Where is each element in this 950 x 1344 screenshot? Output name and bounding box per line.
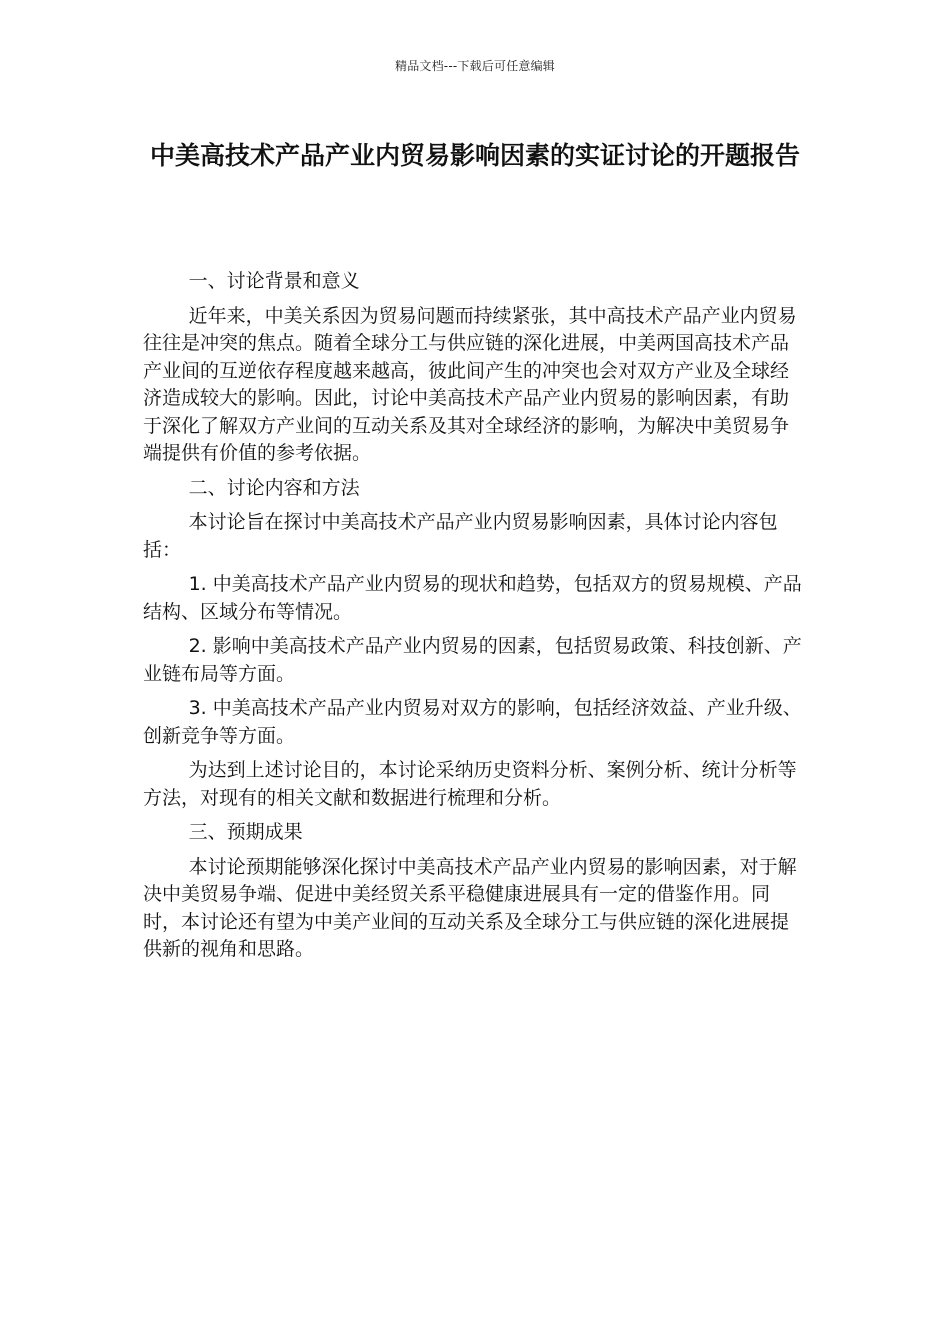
list-item-3: 3. 中美高技术产品产业内贸易对双方的影响，包括经济效益、产业升级、创新竞争等方面。 xyxy=(143,697,802,747)
paragraph-expected-results: 本讨论预期能够深化探讨中美高技术产品产业内贸易的影响因素，对于解决中美贸易争端、促进中美经贸关系平稳健康进展具有一定的借鉴作用。同时，本讨论还有望为中美产业间的互动关系及全球分工与供应链的深化进展提供新的视角和思路。 xyxy=(143,855,797,960)
section-heading-content-method: 二、讨论内容和方法 xyxy=(188,476,360,499)
section-heading-background: 一、讨论背景和意义 xyxy=(188,270,360,292)
list-item-1: 1. 中美高技术产品产业内贸易的现状和趋势，包括双方的贸易规模、产品结构、区域分布等情况。 xyxy=(143,573,802,623)
document-body xyxy=(143,268,807,971)
document-title: 中美高技术产品产业内贸易影响因素的实证讨论的开题报告 xyxy=(149,141,800,170)
header-note: 精品文档---下载后可任意编辑 xyxy=(395,59,555,73)
paragraph-content-intro: 本讨论旨在探讨中美高技术产品产业内贸易影响因素，具体讨论内容包括： xyxy=(143,511,778,561)
list-item-2: 2. 影响中美高技术产品产业内贸易的因素，包括贸易政策、科技创新、产业链布局等方面。 xyxy=(143,635,802,685)
paragraph-background: 近年来，中美关系因为贸易问题而持续紧张，其中高技术产品产业内贸易往往是冲突的焦点。随着全球分工与供应链的深化进展，中美两国高技术产品产业间的互逆依存程度越来越高，彼此间产生的冲突也会对双方产业及全球经济造成较大的影响。因此，讨论中美高技术产品产业内贸易的影响因素，有助于深化了解双方产业间的互动关系及其对全球经济的影响，为解决中美贸易争端提供有价值的参考依据。 xyxy=(143,304,797,464)
paragraph-method: 为达到上述讨论目的，本讨论采纳历史资料分析、案例分析、统计分析等方法，对现有的相关文献和数据进行梳理和分析。 xyxy=(143,759,797,809)
section-heading-expected-results: 三、预期成果 xyxy=(188,821,303,843)
